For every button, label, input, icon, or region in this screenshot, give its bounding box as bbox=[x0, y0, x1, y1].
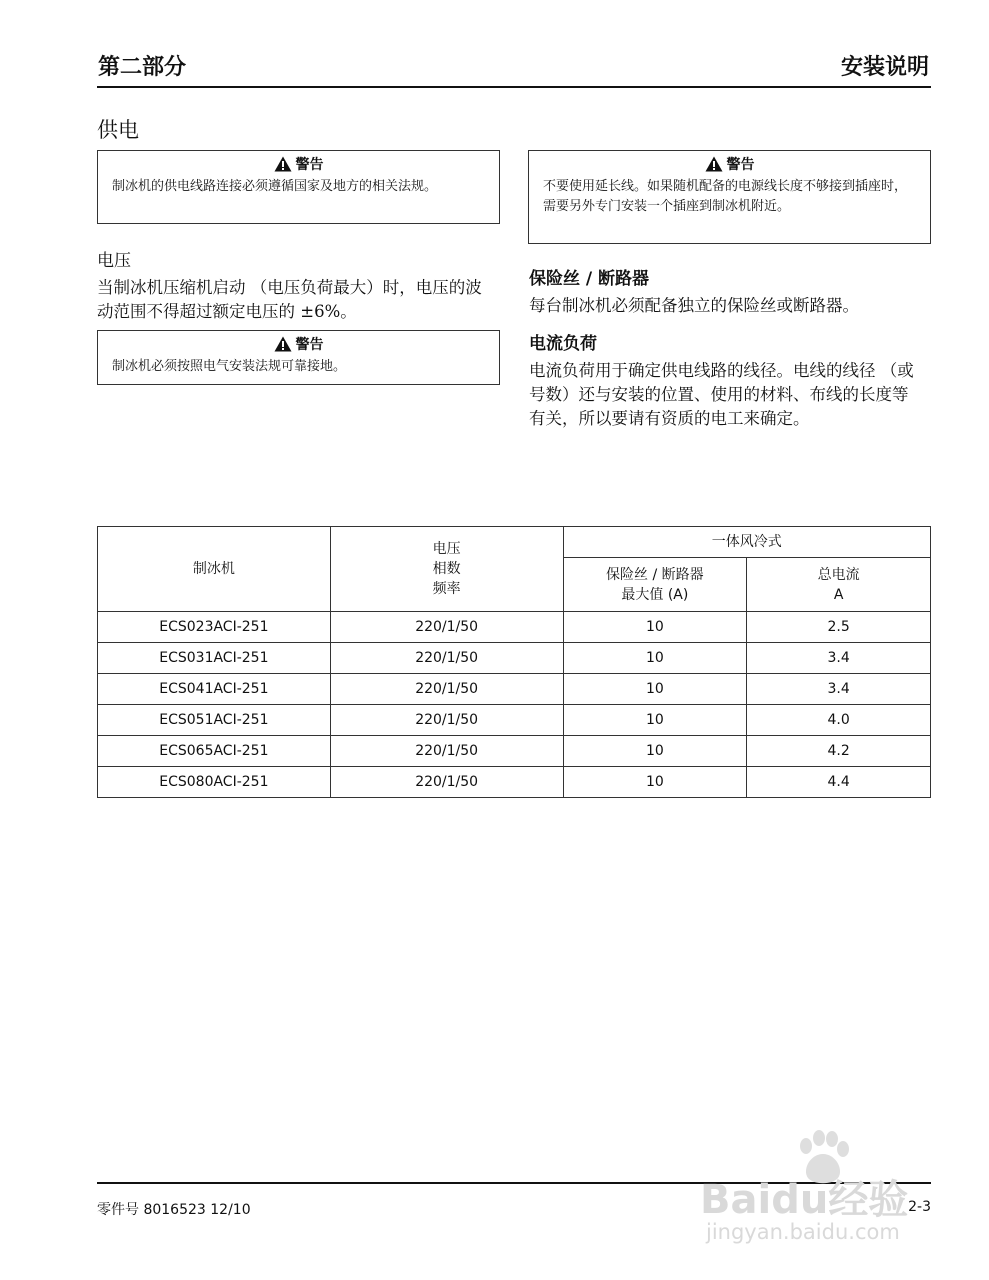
baidu-watermark bbox=[700, 1130, 940, 1260]
cell-model: ECS080ACI-251 bbox=[98, 767, 331, 798]
cell-model: ECS031ACI-251 bbox=[98, 643, 331, 674]
warning-header bbox=[112, 155, 485, 175]
warning-triangle-icon bbox=[705, 156, 723, 172]
header-voltage bbox=[330, 527, 563, 612]
cell-fuse: 10 bbox=[563, 705, 747, 736]
cell-fuse: 10 bbox=[563, 643, 747, 674]
table-row bbox=[98, 612, 931, 643]
cell-model: ECS051ACI-251 bbox=[98, 705, 331, 736]
voltage-text: 当制冰机压缩机启动 （电压负荷最大）时，电压的波动范围不得超过额定电压的 ±6%。 bbox=[97, 278, 482, 321]
header-rule bbox=[97, 86, 931, 88]
warning-triangle-icon bbox=[274, 156, 292, 172]
header-fuse-line2: 最大值 (A) bbox=[621, 586, 689, 603]
header-total-amps bbox=[747, 558, 931, 612]
warning-text: 制冰机的供电线路连接必须遵循国家及地方的相关法规。 bbox=[112, 179, 438, 194]
cell-model: ECS065ACI-251 bbox=[98, 736, 331, 767]
table-row bbox=[98, 643, 931, 674]
cell-voltage: 220/1/50 bbox=[330, 612, 563, 643]
cell-voltage: 220/1/50 bbox=[330, 736, 563, 767]
header-voltage-line: 电压 bbox=[432, 541, 461, 557]
cell-amps: 4.0 bbox=[747, 705, 931, 736]
cell-voltage: 220/1/50 bbox=[330, 674, 563, 705]
warning-box-extension-cord bbox=[528, 150, 931, 244]
fuse-text: 每台制冰机必须配备独立的保险丝或断路器。 bbox=[529, 296, 859, 315]
table-row bbox=[98, 674, 931, 705]
warning-header bbox=[543, 155, 916, 175]
fuse-heading: 保险丝 / 断路器 bbox=[529, 269, 650, 289]
current-load-text: 电流负荷用于确定供电线路的线径。电线的线径 （或号数）还与安装的位置、使用的材料、布线的长度等有关，所以要请有资质的电工来确定。 bbox=[529, 361, 914, 428]
cell-fuse: 10 bbox=[563, 736, 747, 767]
warning-label: 警告 bbox=[726, 157, 755, 173]
header-fuse bbox=[563, 558, 747, 612]
warning-text: 不要使用延长线。如果随机配备的电源线长度不够接到插座时，需要另外专门安装一个插座到制冰机附近。 bbox=[543, 179, 908, 214]
warning-box-regulations bbox=[97, 150, 500, 224]
table-row bbox=[98, 767, 931, 798]
cell-amps: 2.5 bbox=[747, 612, 931, 643]
warning-triangle-icon bbox=[274, 336, 292, 352]
cell-voltage: 220/1/50 bbox=[330, 767, 563, 798]
section-label: 第二部分 bbox=[98, 55, 187, 80]
warning-text: 制冰机必须按照电气安装法规可靠接地。 bbox=[112, 359, 347, 374]
cell-voltage: 220/1/50 bbox=[330, 643, 563, 674]
header-fuse-line1: 保险丝 / 断路器 bbox=[606, 566, 704, 583]
cell-voltage: 220/1/50 bbox=[330, 705, 563, 736]
cell-amps: 4.2 bbox=[747, 736, 931, 767]
watermark-brand-cn: 经验 bbox=[828, 1177, 909, 1223]
header-frequency-line: 频率 bbox=[432, 581, 461, 597]
warning-header bbox=[112, 335, 485, 355]
manual-title: 安装说明 bbox=[840, 55, 929, 80]
watermark-url: jingyan.baidu.com bbox=[706, 1220, 900, 1244]
header-amps-line1: 总电流 bbox=[817, 566, 860, 583]
page-number: 2-3 bbox=[908, 1199, 931, 1215]
current-load-heading: 电流负荷 bbox=[529, 334, 597, 354]
page-heading: 供电 bbox=[97, 118, 139, 142]
warning-box-grounding bbox=[97, 330, 500, 385]
cell-amps: 3.4 bbox=[747, 643, 931, 674]
electrical-spec-table bbox=[97, 526, 931, 798]
warning-label: 警告 bbox=[295, 337, 324, 353]
cell-model: ECS023ACI-251 bbox=[98, 612, 331, 643]
part-number: 零件号 8016523 12/10 bbox=[97, 1202, 251, 1218]
voltage-heading: 电压 bbox=[97, 251, 131, 271]
cell-amps: 4.4 bbox=[747, 767, 931, 798]
cell-model: ECS041ACI-251 bbox=[98, 674, 331, 705]
header-phase-line: 相数 bbox=[432, 561, 461, 577]
table-row bbox=[98, 705, 931, 736]
table-row bbox=[98, 736, 931, 767]
cell-amps: 3.4 bbox=[747, 674, 931, 705]
header-amps-line2: A bbox=[833, 586, 844, 603]
cell-fuse: 10 bbox=[563, 674, 747, 705]
warning-label: 警告 bbox=[295, 157, 324, 173]
cell-fuse: 10 bbox=[563, 767, 747, 798]
header-machine: 制冰机 bbox=[98, 527, 331, 612]
cell-fuse: 10 bbox=[563, 612, 747, 643]
watermark-brand: Baidu bbox=[700, 1177, 829, 1223]
header-group-air-cooled: 一体风冷式 bbox=[563, 527, 931, 558]
